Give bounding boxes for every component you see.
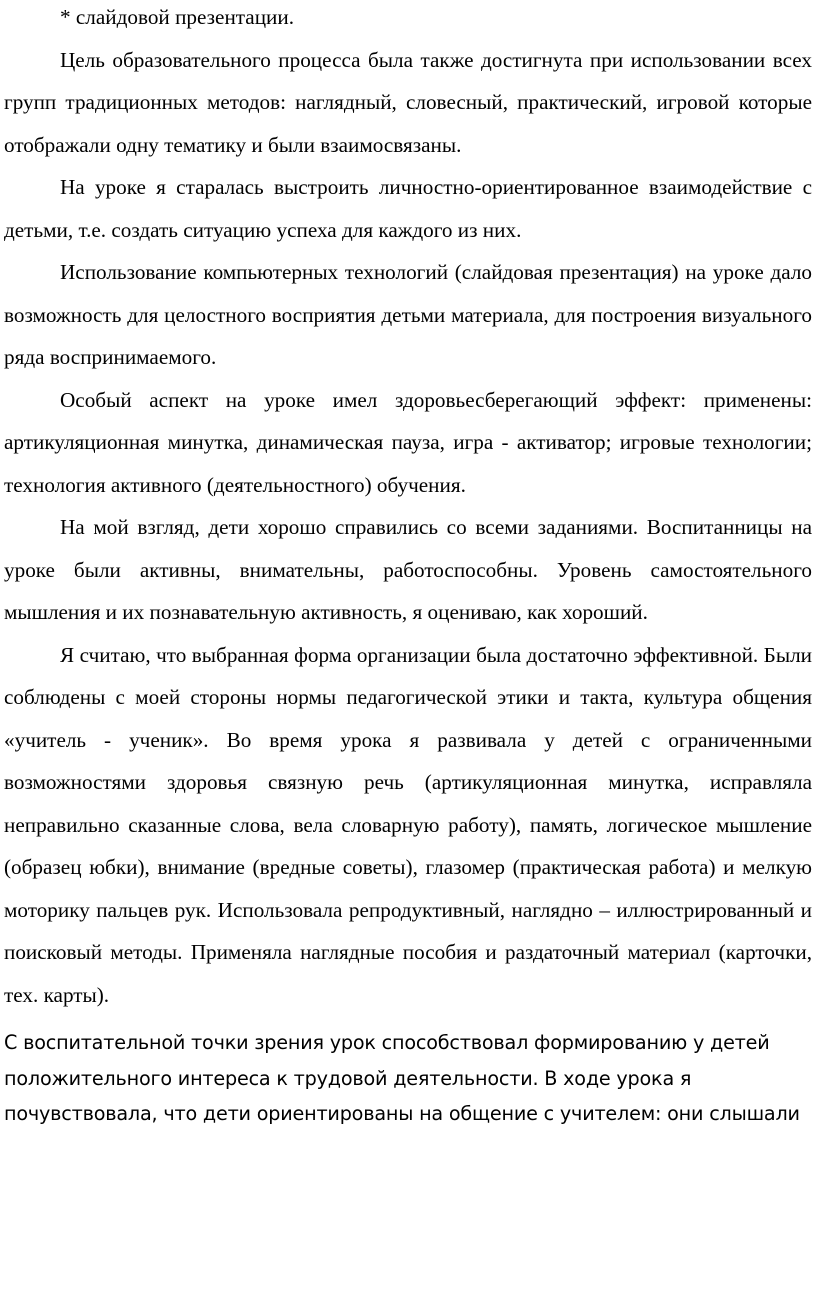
paragraph-1: * слайдовой презентации.	[60, 5, 295, 29]
paragraph-5: Особый аспект на уроке имел здоровьесберегающий эффект: применены: артикуляционная минутка, динамическая пауза, игра - активатор; игровые технологии; технология активного (деятельностного) обучения.	[4, 387, 812, 497]
paragraph-3: На уроке я старалась выстроить личностно-ориентированное взаимодействие с детьми, т.е. создать ситуацию успеха для каждого из них.	[4, 175, 812, 242]
paragraph-final: С воспитательной точки зрения урок способствовал формированию у детей положительного интереса к трудовой деятельности. В ходе урока я почувствовала, что дети ориентированы на общение с учителем: они слышали	[4, 1031, 800, 1125]
paragraph-7: Я считаю, что выбранная форма организации была достаточно эффективной. Были соблюдены с моей стороны нормы педагогической этики и такта, культура общения «учитель - ученик». Во время урока я развивала у детей с ограниченными возможностями здоровья связную речь (артикуляционная минутка, исправляла неправильно сказанные слова, вела словарную работу), память, логическое мышление (образец юбки), внимание (вредные советы), глазомер (практическая работа) и мелкую моторику пальцев рук. Использовала репродуктивный, наглядно – иллюстрированный и поисковый методы. Применяла наглядные пособия и раздаточный материал (карточки, тех. карты).	[4, 642, 812, 1007]
paragraph-6: На мой взгляд, дети хорошо справились со всеми заданиями. Воспитанницы на уроке были активны, внимательны, работоспособны. Уровень самостоятельного мышления и их познавательную активность, я оцениваю, как хороший.	[4, 515, 812, 624]
paragraph-4: Использование компьютерных технологий (слайдовая презентация) на уроке дало возможность для целостного восприятия детьми материала, для построения визуального ряда воспринимаемого.	[4, 260, 812, 369]
paragraph-2: Цель образовательного процесса была также достигнута при использовании всех групп традиционных методов: наглядный, словесный, практический, игровой которые отображали одну тематику и были взаимосвязаны.	[4, 47, 812, 157]
